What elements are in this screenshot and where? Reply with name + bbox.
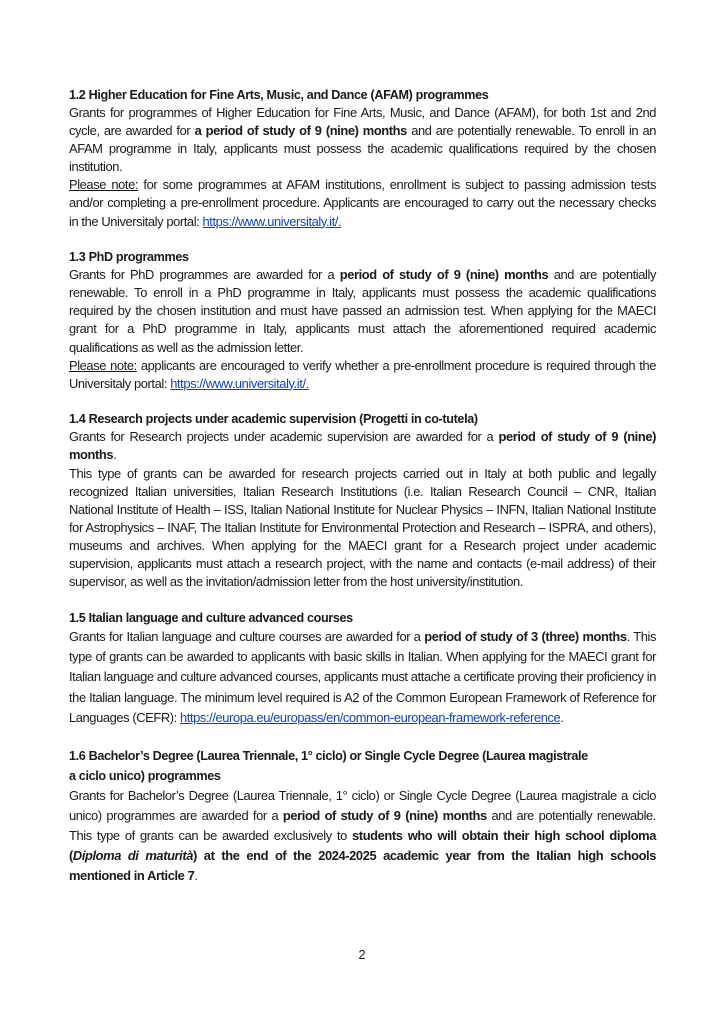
bold-text: period of study of 9 (nine) months xyxy=(339,267,549,283)
section-heading: 1.4 Research projects under academic supervision (Progetti in co-tutela) xyxy=(69,412,478,427)
text: Grants for Italian language and culture courses are awarded for a xyxy=(69,628,425,644)
text: . xyxy=(194,868,198,884)
heading-line: a ciclo unico) programmes xyxy=(69,769,221,784)
note-label: Please note: xyxy=(69,177,139,193)
bold-text: period of study of 9 (nine) months xyxy=(69,429,656,463)
section-heading xyxy=(69,746,656,786)
bold-text: a period of study of 9 (nine) months xyxy=(194,123,407,139)
page-number: 2 xyxy=(358,948,366,962)
bold-text: ) at the end of the 2024-2025 academic year from the Italian high schools mentioned in Article 7 xyxy=(69,848,656,884)
section-paragraph xyxy=(69,104,656,176)
section-paragraph xyxy=(69,428,656,464)
text: Grants for Bachelor’s Degree (Laurea Triennale, 1° ciclo) or Single Cycle Degree (Laurea magistrale a ciclo unico) programmes are awarded for a xyxy=(69,788,656,824)
heading-line: 1.6 Bachelor’s Degree (Laurea Triennale, 1° ciclo) or Single Cycle Degree (Laurea magistrale xyxy=(69,749,588,764)
cefr-link[interactable]: https://europa.eu/europass/en/common-european-framework-reference xyxy=(180,710,561,726)
section-heading: 1.2 Higher Education for Fine Arts, Music, and Dance (AFAM) programmes xyxy=(69,88,489,102)
section-paragraph xyxy=(69,786,656,886)
section-research-projects xyxy=(69,410,656,591)
text: Grants for Research projects under academic supervision are awarded for a xyxy=(69,429,499,445)
section-bachelors xyxy=(69,746,656,886)
text: . This type of grants can be awarded to applicants with basic skills in Italian. When applying for the MAECI grant for Italian language and culture advanced courses, applicants must attache a certificate proving their proficiency in the Italian language. The minimum level required is A2 of the Common European Framework of Reference for Languages (CEFR): xyxy=(69,628,657,726)
section-heading: 1.5 Italian language and culture advanced courses xyxy=(69,610,353,625)
text: Grants for programmes of Higher Education for Fine Arts, Music, and Dance (AFAM), for both 1st and 2nd cycle, are awarded for xyxy=(69,105,656,139)
section-afam xyxy=(69,86,656,231)
bold-text: period of study of 9 (nine) months xyxy=(282,808,487,824)
text: Grants for PhD programmes are awarded for a xyxy=(69,267,340,283)
note-label: Please note: xyxy=(69,357,137,373)
section-italian-language xyxy=(69,609,656,729)
text: for some programmes at AFAM institutions, enrollment is subject to passing admission tests and/or completing a pre-enrollment procedure. Applicants are encouraged to carry out the necessary checks in the Universitaly portal: xyxy=(69,177,656,229)
section-phd xyxy=(69,248,656,393)
bold-italic-text: Diploma di maturità xyxy=(72,848,194,864)
text: and are potentially renewable. To enroll in a PhD programme in Italy, applicants must possess the academic qualifications required by the chosen institution and must have passed an admission test. When applying for the MAECI grant for a PhD programme in Italy, applicants must attach the aforementioned required academic qualifications as well as the admission letter. xyxy=(69,267,657,355)
universitaly-link[interactable]: https://www.universitaly.it/. xyxy=(170,375,309,391)
section-paragraph: This type of grants can be awarded for research projects carried out in Italy at both public and legally recognized Italian universities, Italian Research Institutions (i.e. Italian Research Council – CNR, Italian National Institute of Health – ISS, Italian National Institute for Nuclear Physics – INFN, Italian National Institute for Astrophysics – INAF, The Italian Institute for Environmental Protection and Research – ISPRA, and others), museums and archives. When applying for the MAECI grant for a Research project under academic supervision, applicants must attach a research project, with the name and contacts (e-mail address) of their supervisor, as well as the invitation/admission letter from the host university/institution. xyxy=(69,465,656,590)
note-paragraph xyxy=(69,176,656,230)
document-page xyxy=(69,86,656,904)
note-paragraph xyxy=(69,357,656,393)
bold-text: period of study of 3 (three) months xyxy=(424,628,627,644)
universitaly-link[interactable]: https://www.universitaly.it/. xyxy=(202,213,342,229)
text: . xyxy=(113,447,117,463)
text: applicants are encouraged to verify whether a pre-enrollment procedure is required through the Universitaly portal: xyxy=(69,357,656,391)
section-paragraph xyxy=(69,627,656,729)
text: and are potentially renewable. This type of grants can be awarded exclusively to xyxy=(69,808,656,844)
section-heading: 1.3 PhD programmes xyxy=(69,250,189,265)
text: . xyxy=(560,710,564,726)
text: and are potentially renewable. To enroll in an AFAM programme in Italy, applicants must possess the academic qualifications required by the chosen institution. xyxy=(69,123,656,175)
bold-text: students who will obtain their high school diploma ( xyxy=(69,828,657,864)
section-paragraph xyxy=(69,266,656,356)
